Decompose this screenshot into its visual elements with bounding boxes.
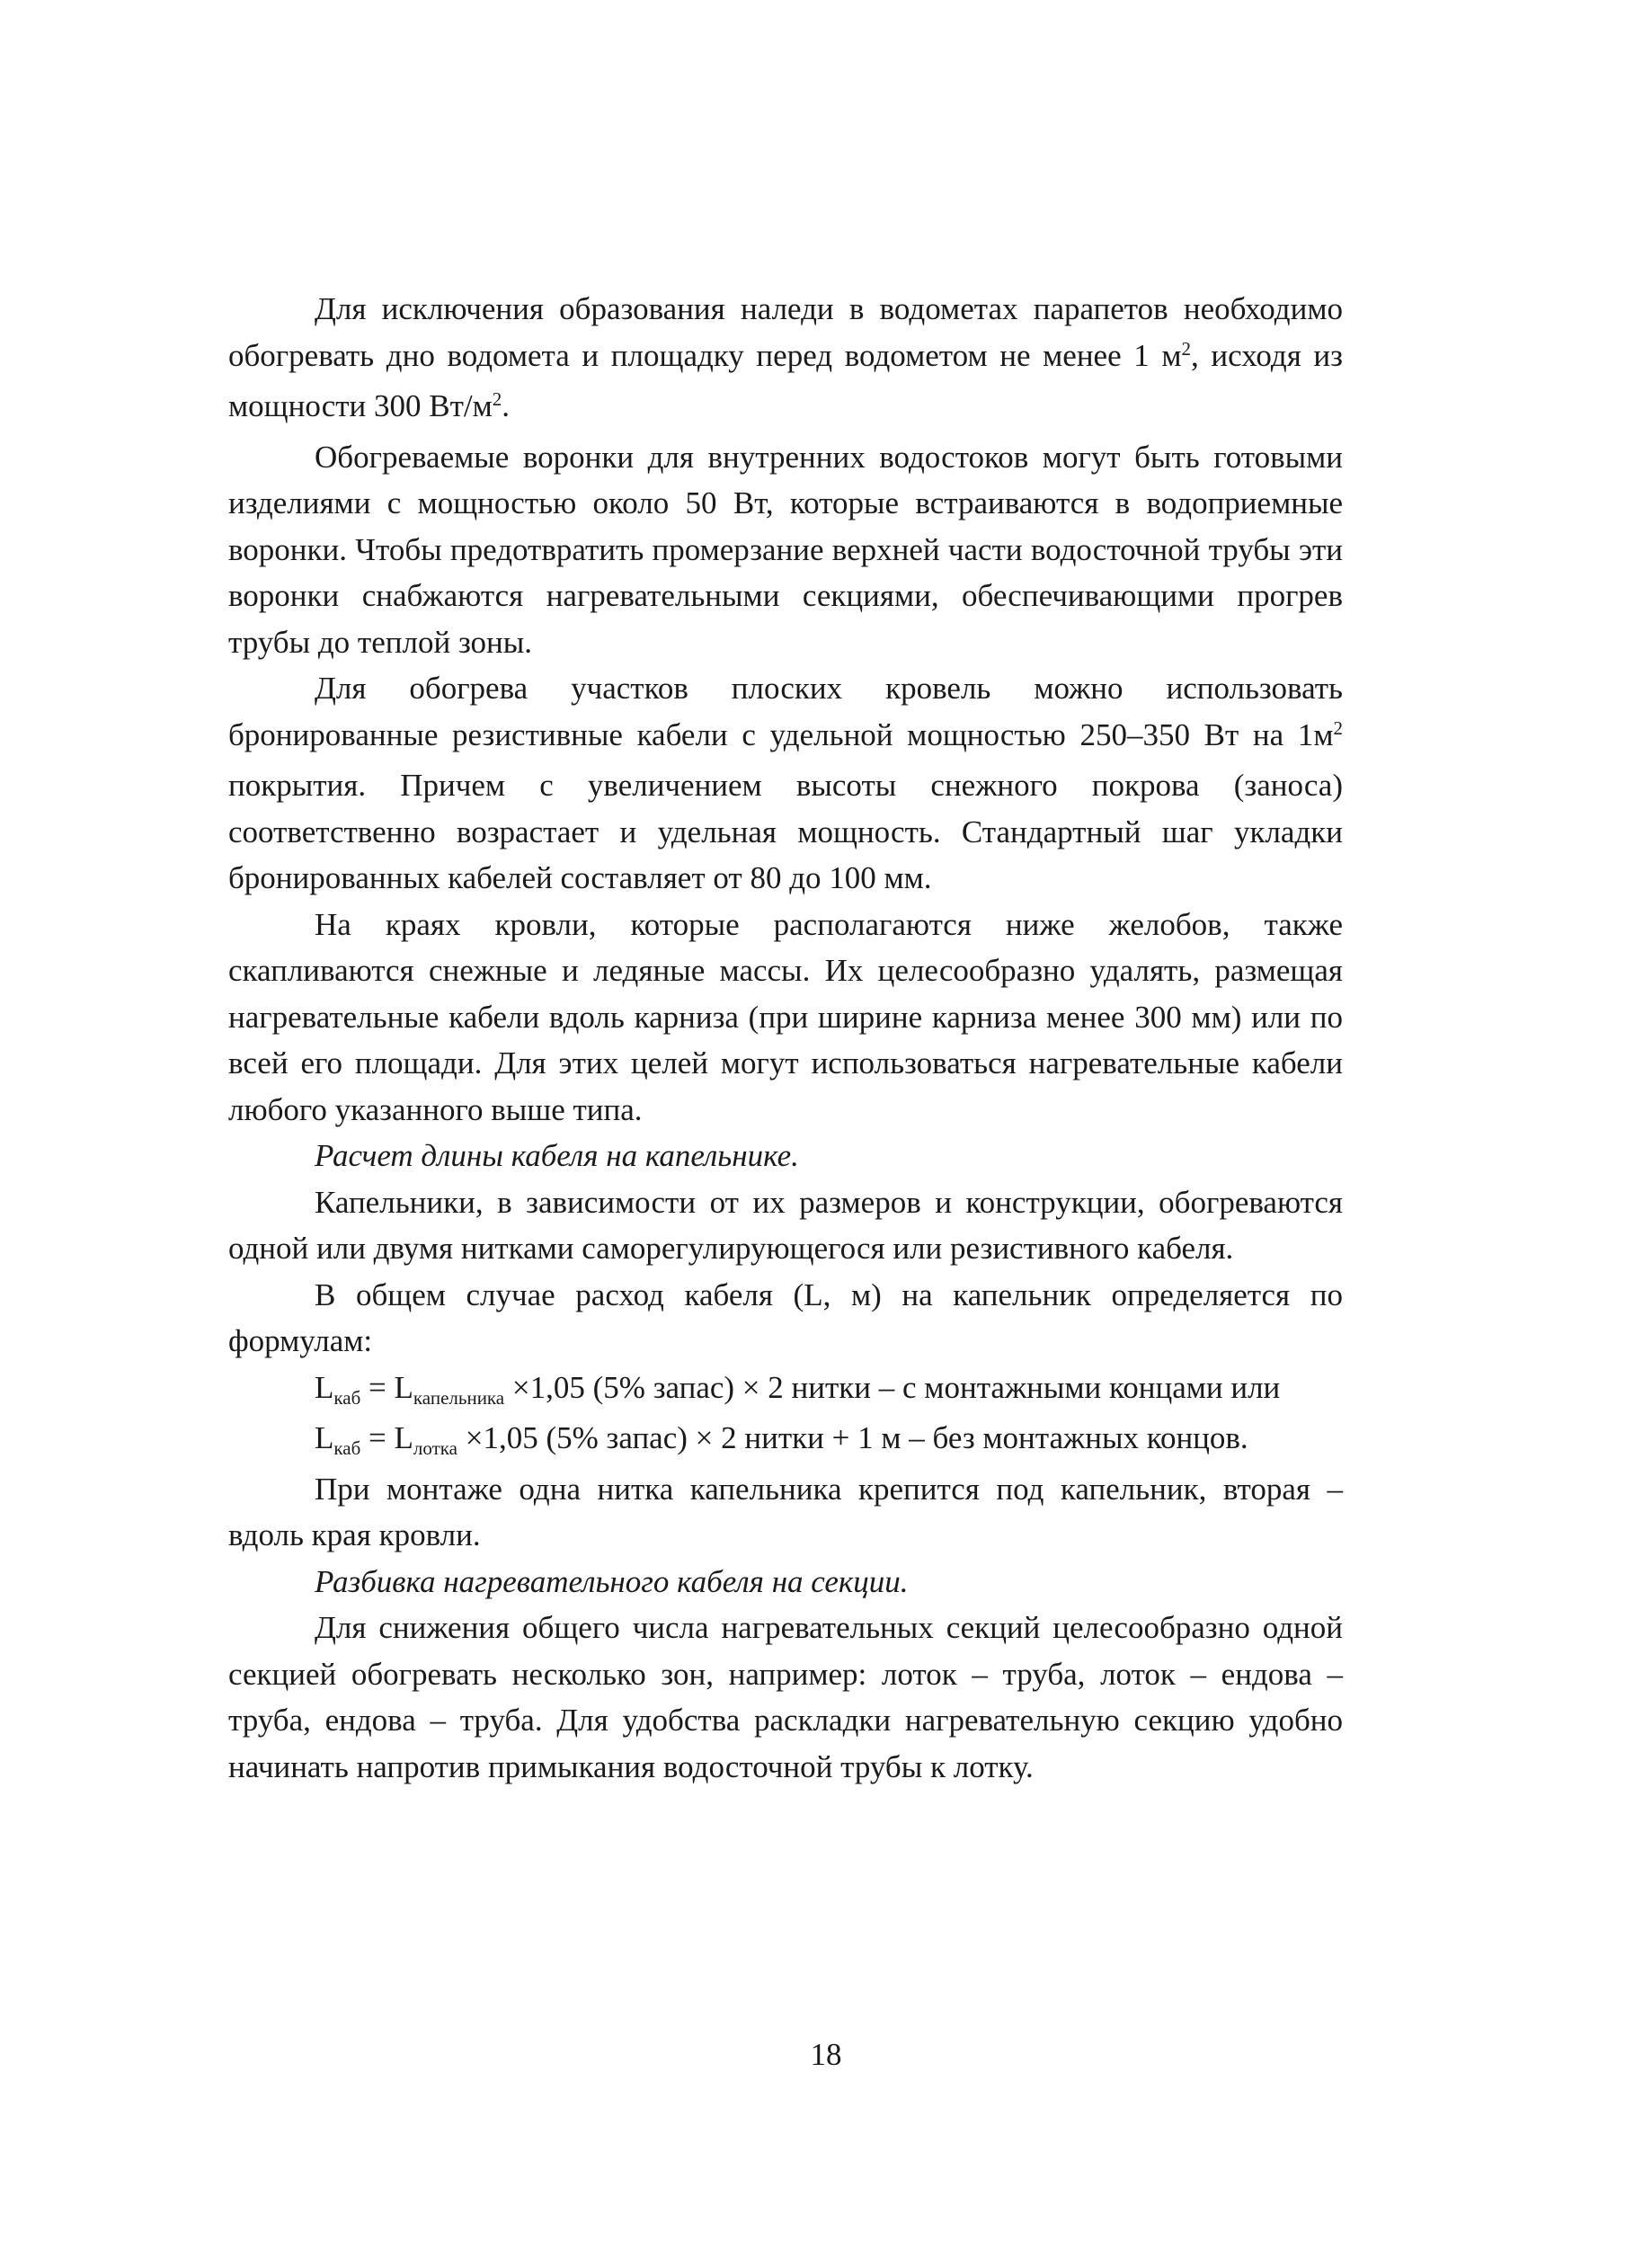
paragraph-text: покрытия. Причем с увеличением высоты снежного покрова (заноса) соответственно возрастает и удельная мощность. Стандартный шаг укладки бронированных кабелей составляет от 80 до 100 мм. <box>228 768 1343 895</box>
formula-symbol: = L <box>360 1369 413 1405</box>
paragraph-formula-intro: В общем случае расход кабеля (L, м) на капельник определяется по формулам: <box>228 1276 1343 1358</box>
paragraph-text: Для исключения образования наледи в водометах парапетов необходимо обогревать дно водомета и площадку перед водометом не менее 1 м <box>228 291 1343 373</box>
paragraph-text: , исходя из мощности 300 Вт/м <box>228 337 1343 423</box>
page-number: 18 <box>810 2037 842 2072</box>
superscript: 2 <box>492 388 502 411</box>
paragraph-text: . <box>502 388 511 423</box>
paragraph-sections: Для снижения общего числа нагревательных секций целесообразно одной секцией обогревать несколько зон, например: лоток – труба, лоток – ендова – труба, ендова – труба. Для удобства раскладки нагревательную секцию удобно начинать напротив примыкания водосточной трубы к лотку. <box>228 1610 1343 1784</box>
formula-with-ends <box>228 1365 1343 1416</box>
subscript: капельника <box>413 1386 505 1409</box>
paragraph-flat-roofs <box>228 665 1343 902</box>
paragraph-roof-edges: На краях кровли, которые располагаются ниже желобов, также скапливаются снежные и ледяные массы. Их целесообразно удалять, размещая нагревательные кабели вдоль карниза (при ширине карниза менее 300 мм) или по всей его площади. Для этих целей могут использоваться нагревательные кабели любого указанного выше типа. <box>228 906 1343 1127</box>
formula-text: ×1,05 (5% запас) × 2 нитки + 1 м – без монтажных концов. <box>457 1420 1248 1455</box>
subscript: каб <box>333 1437 361 1460</box>
subscript: лотка <box>413 1437 457 1460</box>
paragraph-heated-funnels: Обогреваемые воронки для внутренних водостоков могут быть готовыми изделиями с мощностью около 50 Вт, которые встраиваются в водоприемные воронки. Чтобы предотвратить промерзание верхней части водосточной трубы эти воронки снабжаются нагревательными секциями, обеспечивающими прогрев трубы до теплой зоны. <box>228 439 1343 660</box>
paragraph-drip-edges: Капельники, в зависимости от их размеров и конструкции, обогреваются одной или двумя нитками саморегулирующегося или резистивного кабеля. <box>228 1184 1343 1266</box>
document-body <box>228 286 1343 1790</box>
formula-text: ×1,05 (5% запас) × 2 нитки – с монтажными концами или <box>504 1369 1281 1405</box>
formula-symbol: L <box>315 1369 334 1405</box>
section-heading-drip-edge: Расчет длины кабеля на капельнике. <box>315 1138 799 1173</box>
superscript: 2 <box>1181 337 1192 360</box>
formula-symbol: = L <box>360 1420 413 1455</box>
section-heading-sections: Разбивка нагревательного кабеля на секции. <box>315 1563 909 1599</box>
paragraph-text: Для обогрева участков плоских кровель можно использовать бронированные резистивные кабели с удельной мощностью 250–350 Вт на 1м <box>228 671 1343 752</box>
superscript: 2 <box>1333 716 1343 739</box>
paragraph-water-spouts <box>228 286 1343 434</box>
formula-symbol: L <box>315 1420 334 1455</box>
subscript: каб <box>333 1386 361 1409</box>
paragraph-installation: При монтаже одна нитка капельника крепится под капельник, вторая – вдоль края кровли. <box>228 1471 1343 1552</box>
formula-without-ends <box>228 1415 1343 1466</box>
